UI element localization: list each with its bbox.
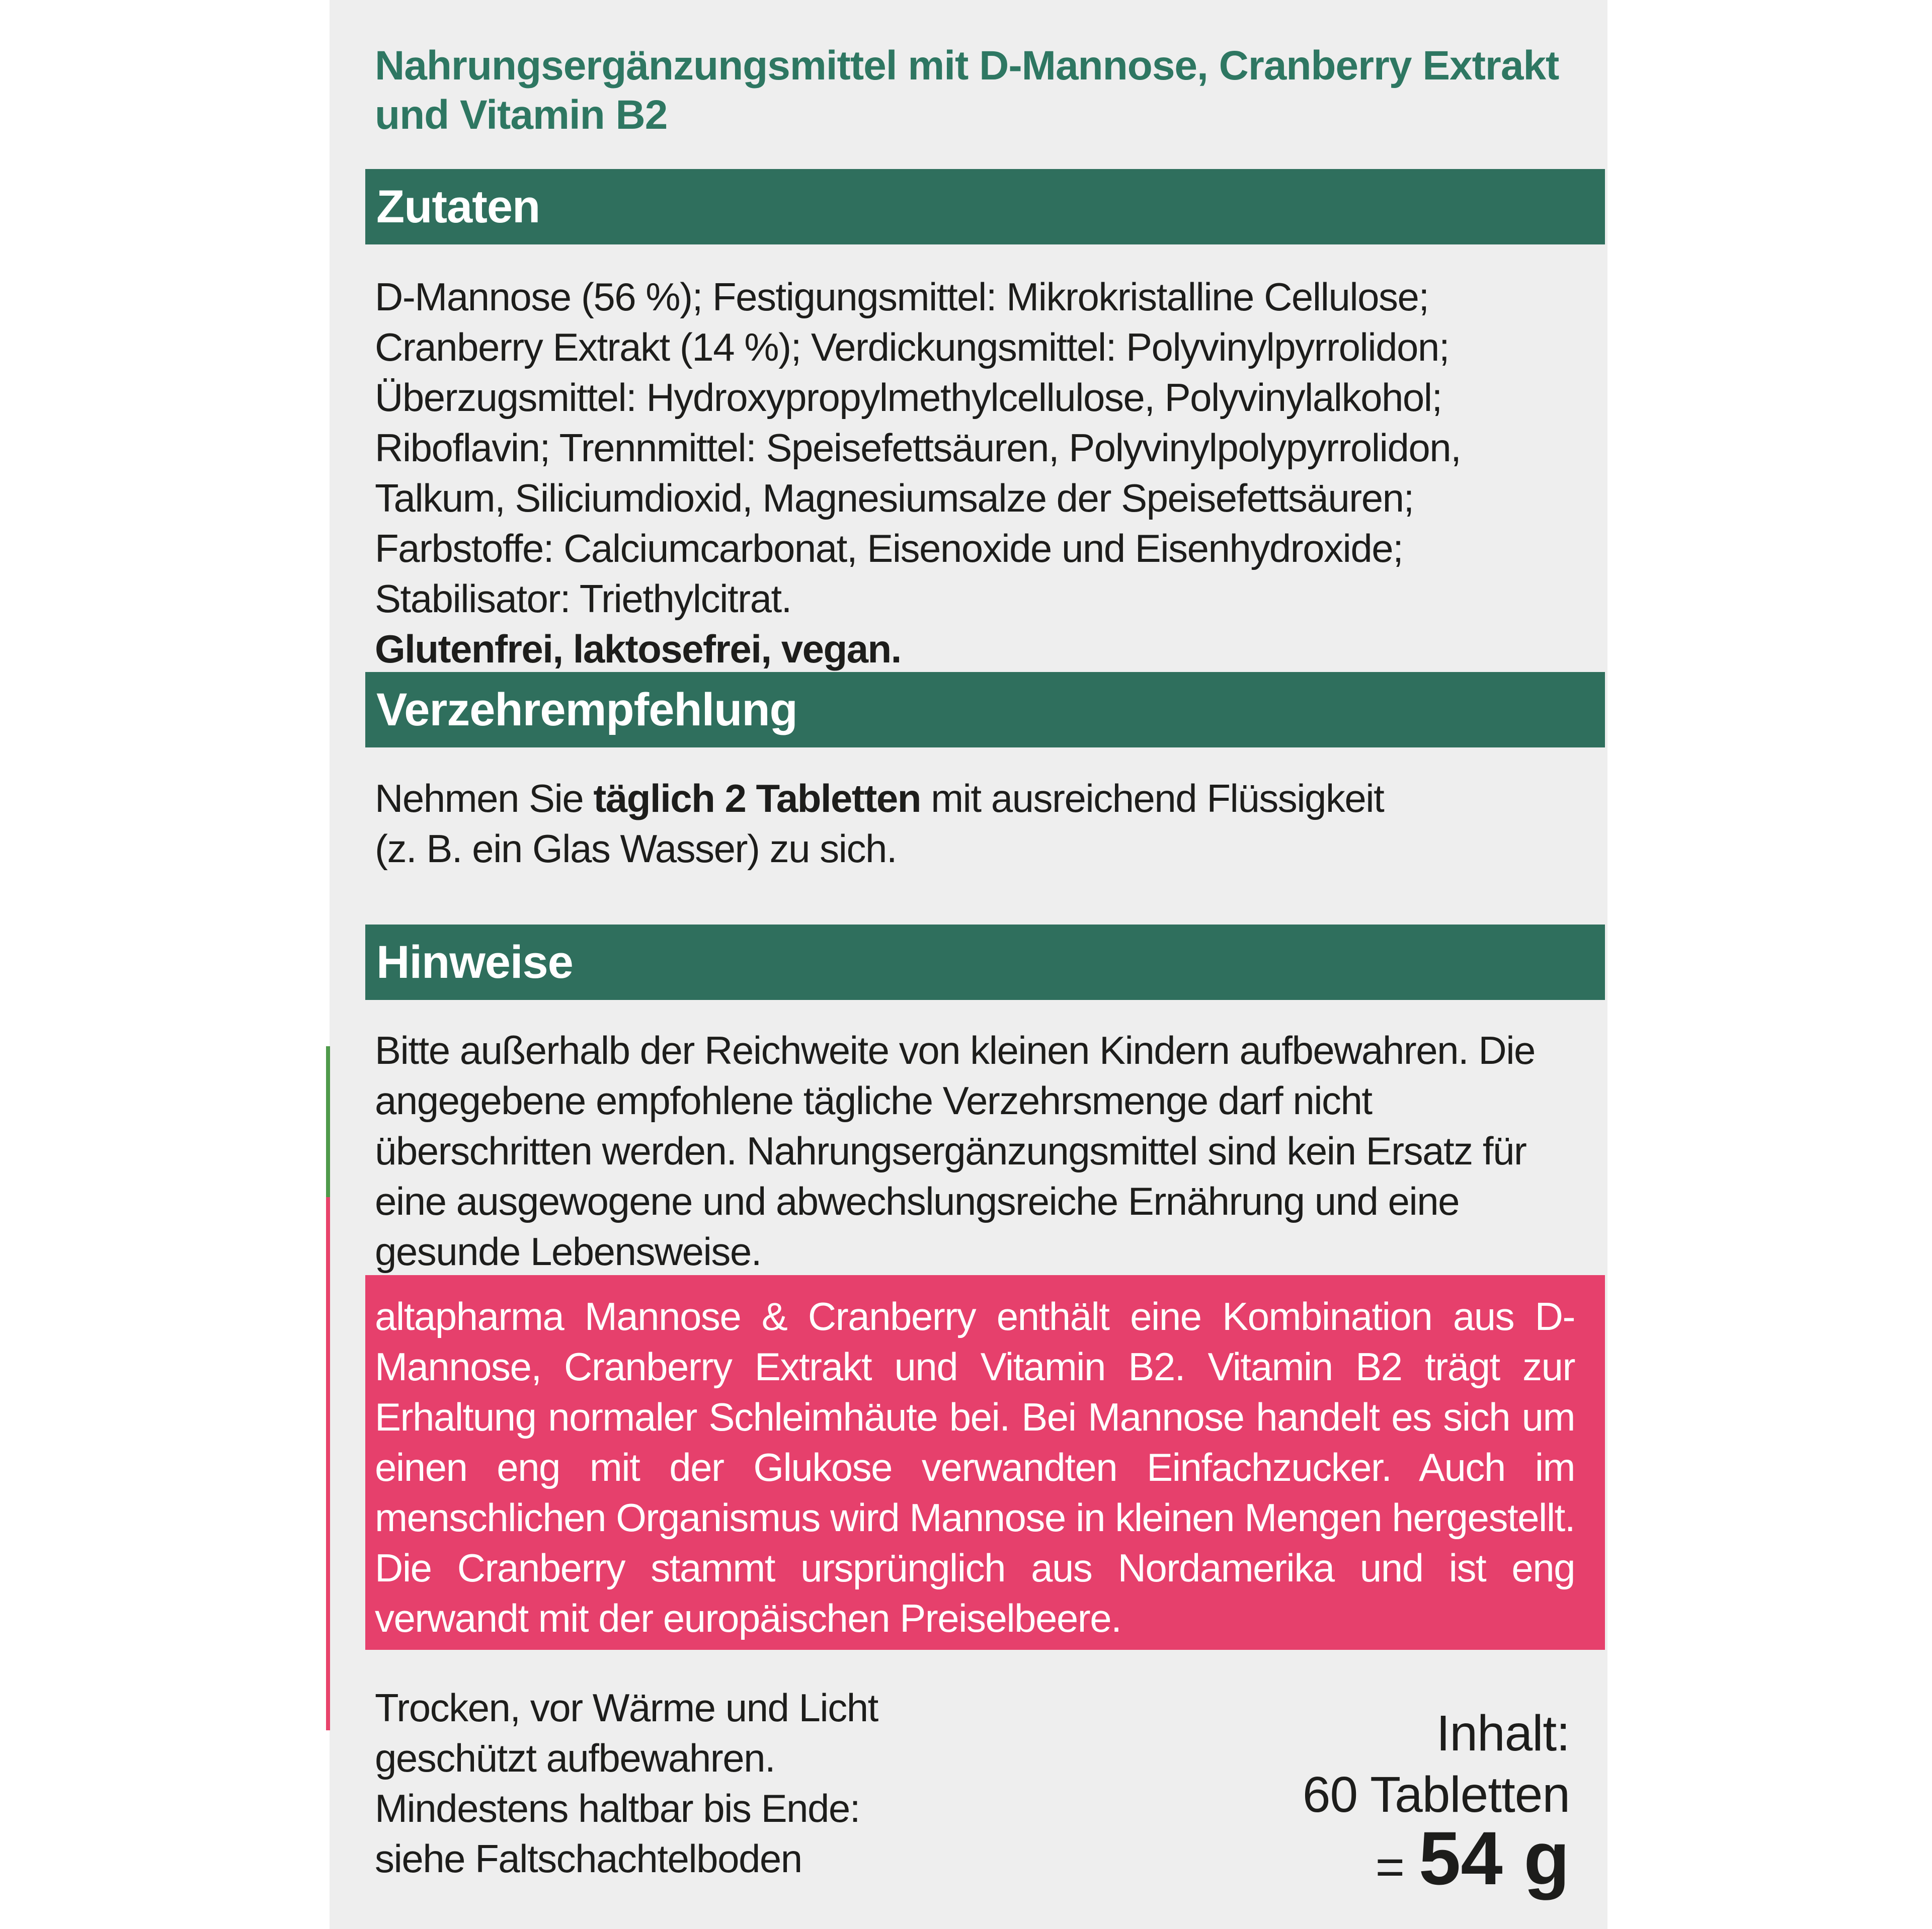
ingredients-block — [375, 272, 1597, 674]
product-info-box — [365, 1275, 1605, 1650]
dosage-amount: täglich 2 Tabletten — [593, 776, 921, 820]
contents-count: 60 Tabletten — [1302, 1767, 1570, 1823]
contents-weight: 54 g — [1418, 1816, 1570, 1900]
section-header-hinweise: Hinweise — [365, 925, 1605, 1000]
ingredients-text: D-Mannose (56 %); Festigungsmittel: Mikrokristalline Cellulose; Cranberry Extrakt (14 %); Verdickungsmittel: Polyvinylpyrrolidon; Überzugsmittel: Hydroxypropylmethylcellulose, Polyvinylalkohol; Riboflavin; Trennmittel: Speisefettsäuren, Polyvinylpolypyrrolidon, Talkum, Siliciumdioxid, Magnesiumsalze der Speisefettsäuren; Farbstoffe: Calciumcarbonat, Eisenoxide und Eisenhydroxide; Stabilisator: Triethylcitrat. — [375, 275, 1461, 621]
product-info-text: altapharma Mannose & Cranberry enthält eine Kombination aus D-Mannose, Cranberry Extrakt und Vitamin B2. Vitamin B2 trägt zur Erhaltung normaler Schleimhäute bei. Bei Mannose handelt es sich um einen eng mit der Glukose verwandten Einfachzucker. Auch im menschlichen Organismus wird Mannose in kleinen Mengen hergestellt. Die Cranberry stammt ursprünglich aus Nordamerika und ist eng verwandt mit der europäischen Preiselbeere. — [375, 1294, 1575, 1640]
storage-line-1: Trocken, vor Wärme und Licht — [375, 1686, 878, 1730]
box-edge-green — [326, 1046, 330, 1197]
product-description — [375, 41, 1597, 140]
dosage-line-1: Nehmen Sie täglich 2 Tabletten mit ausreichend Flüssigkeit — [375, 776, 1384, 820]
storage-line-3: Mindestens haltbar bis Ende: — [375, 1786, 860, 1830]
dosage-line-2: (z. B. ein Glas Wasser) zu sich. — [375, 826, 897, 871]
dosage-block — [375, 773, 1597, 874]
ingredients-bold-note: Glutenfrei, laktosefrei, vegan. — [375, 627, 901, 671]
contents-label: Inhalt: — [1436, 1705, 1570, 1762]
storage-instructions — [375, 1683, 1079, 1884]
package-contents — [1303, 1703, 1570, 1900]
contents-weight-line: = 54 g — [1375, 1816, 1570, 1900]
product-description-line-2: und Vitamin B2 — [375, 92, 668, 138]
notes-text: Bitte außerhalb der Reichweite von kleinen Kindern aufbewahren. Die angegebene empfohlene tägliche Verzehrsmenge darf nicht überschritten werden. Nahrungsergänzungsmittel sind kein Ersatz für eine ausgewogene und abwechslungsreiche Ernährung und eine gesunde Lebensweise. — [375, 1028, 1535, 1274]
product-description-line-1: Nahrungsergänzungsmittel mit D-Mannose, Cranberry Extrakt — [375, 43, 1559, 89]
storage-line-2: geschützt aufbewahren. — [375, 1736, 775, 1780]
box-edge-pink — [326, 1197, 330, 1730]
storage-line-4: siehe Faltschachtelboden — [375, 1836, 802, 1881]
section-header-zutaten: Zutaten — [365, 169, 1605, 244]
section-header-verzehrempfehlung: Verzehrempfehlung — [365, 672, 1605, 747]
